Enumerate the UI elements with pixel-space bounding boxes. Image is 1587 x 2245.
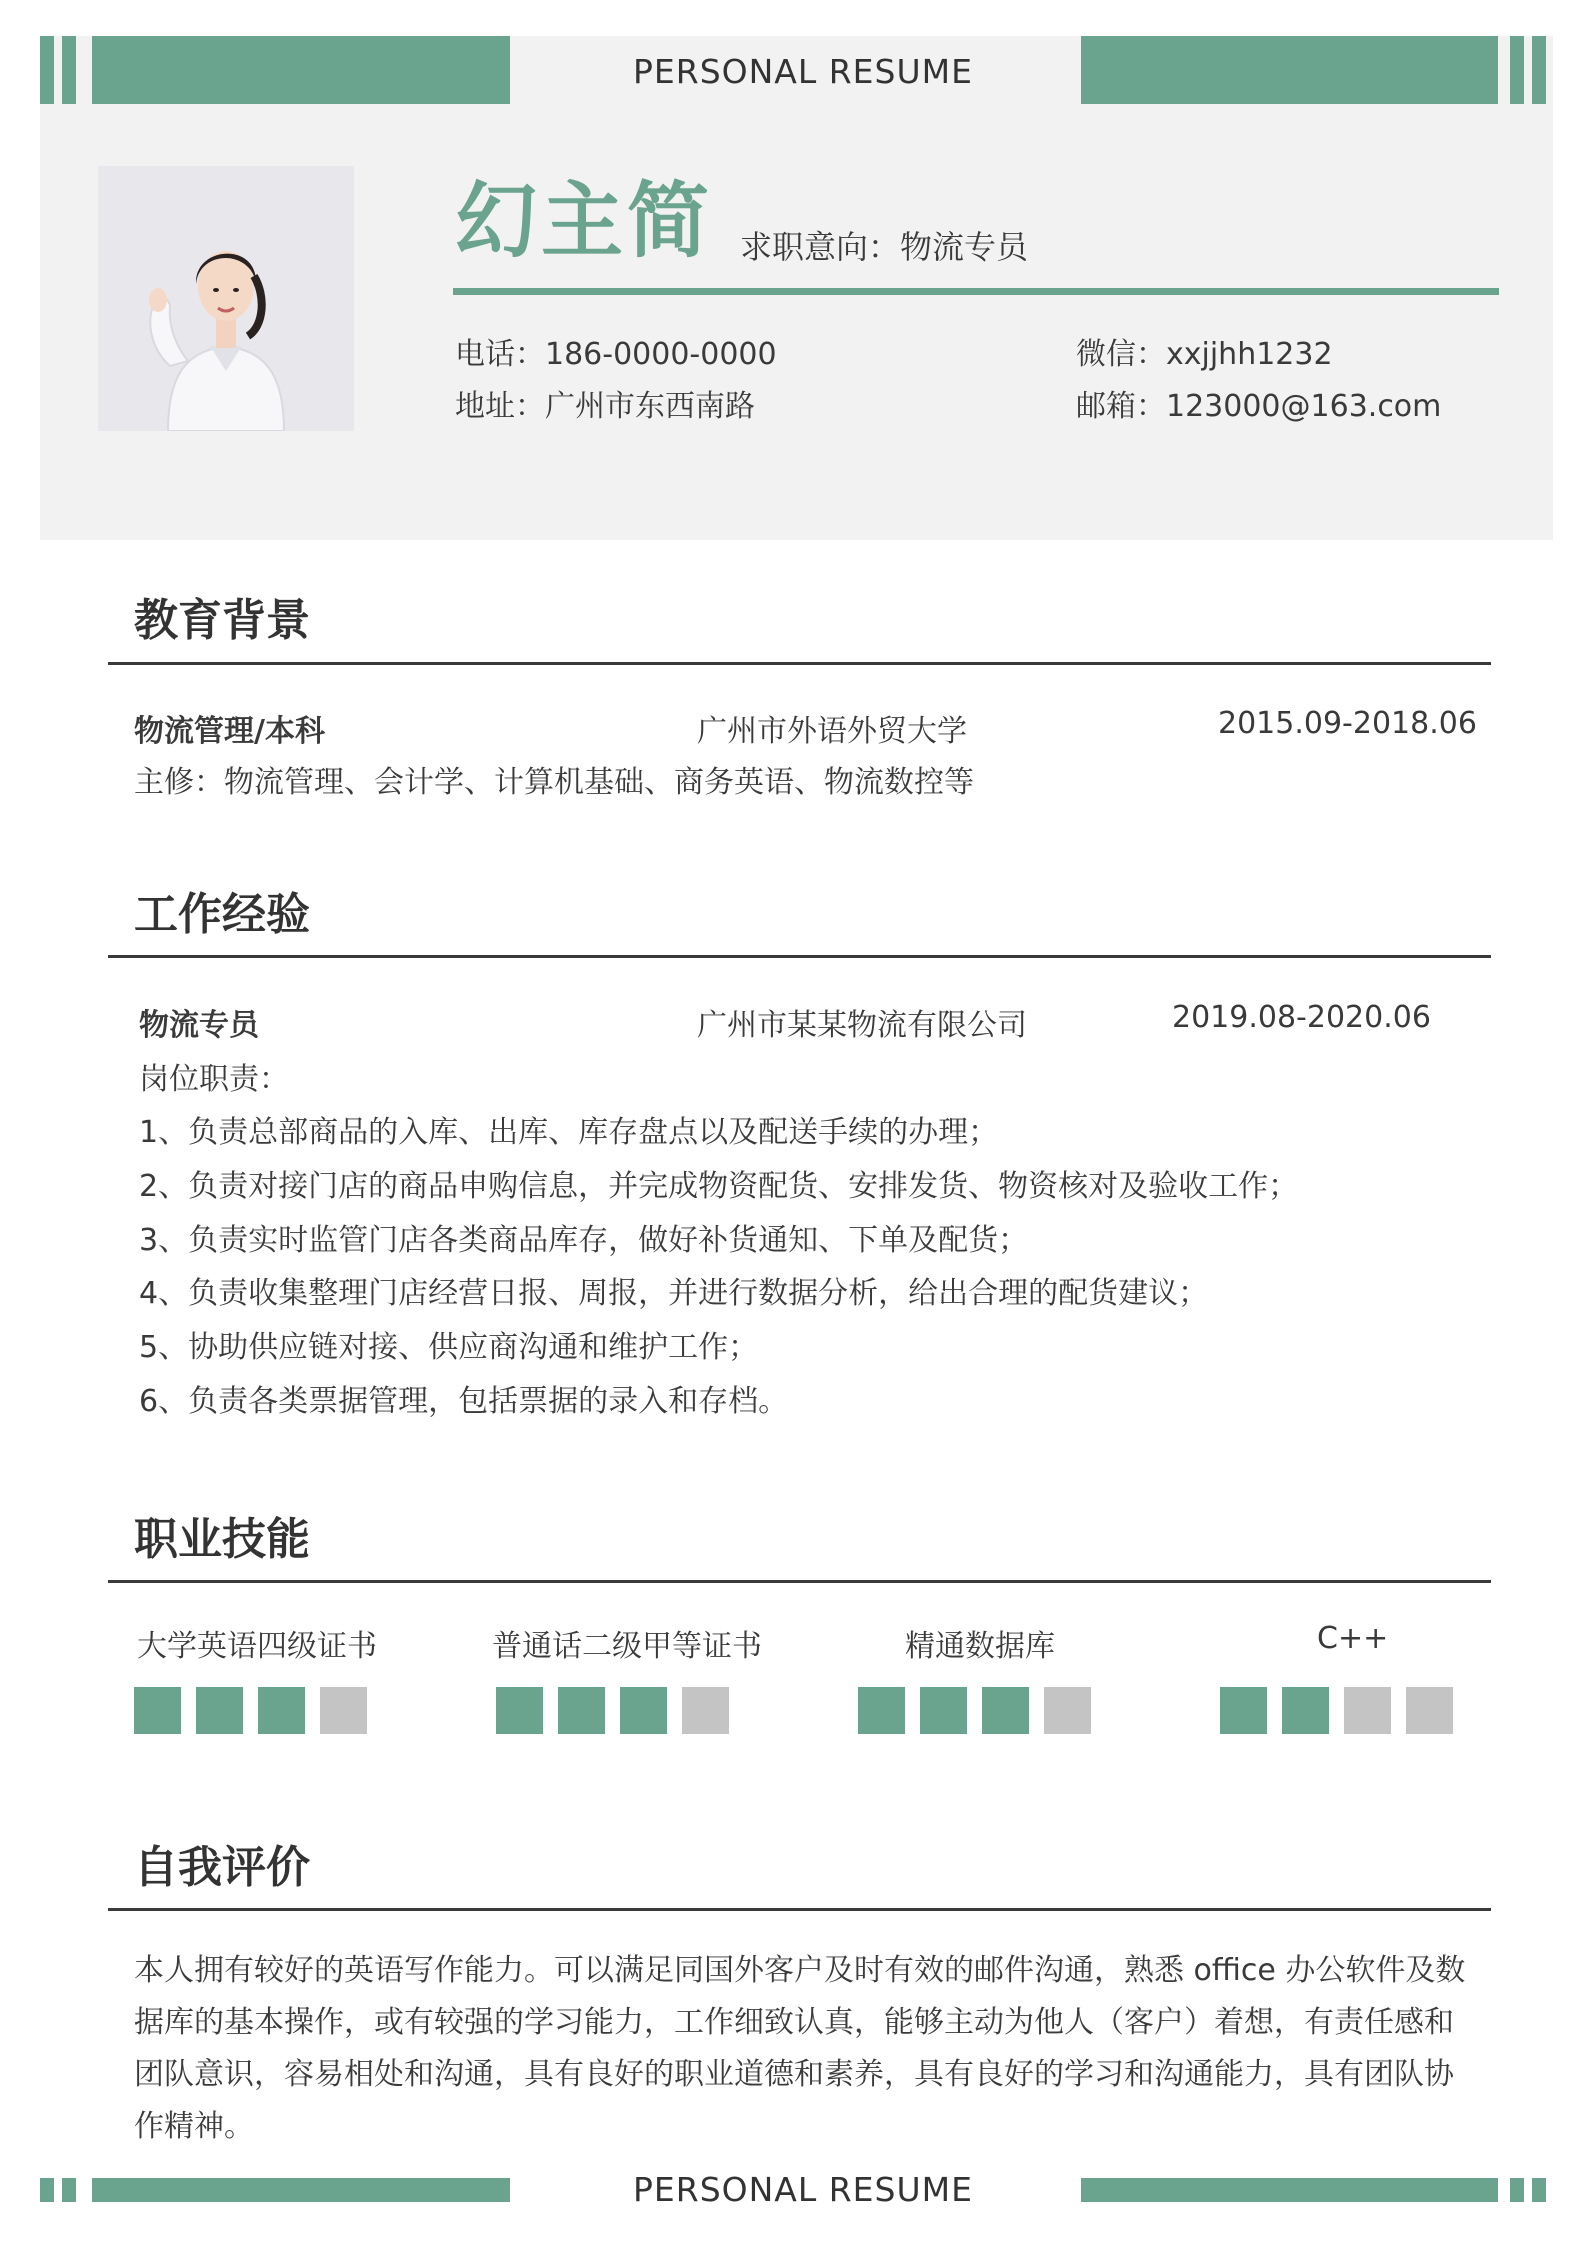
skill-label: 精通数据库 [905,1629,1055,1664]
section-title-work: 工作经验 [134,889,310,940]
band-bar-right [1081,2178,1498,2202]
skill-level-empty [320,1687,367,1734]
duty-item: 2、负责对接门店的商品申购信息，并完成物资配货、安排发货、物资核对及验收工作； [139,1169,1299,1204]
band-stripe [40,36,54,104]
section-title-self-eval: 自我评价 [134,1842,310,1893]
section-divider [108,955,1491,958]
band-stripe [62,2178,76,2202]
email: 邮箱：123000@163.com [1076,389,1442,424]
section-divider [108,1580,1491,1583]
bottom-band [0,2170,1587,2220]
wechat: 微信：xxjjhh1232 [1076,337,1333,372]
band-stripe [62,36,76,104]
skill-level-filled [1282,1687,1329,1734]
band-stripe [40,2178,54,2202]
skill-label: C++ [1317,1621,1389,1656]
skill-level-filled [982,1687,1029,1734]
skill-level-empty [1044,1687,1091,1734]
skill-level-filled [858,1687,905,1734]
skill-level-filled [1220,1687,1267,1734]
self-evaluation-text: 本人拥有较好的英语写作能力。可以满足同国外客户及时有效的邮件沟通，熟悉 office 办公软件及数据库的基本操作，或有较强的学习能力，工作细致认真，能够主动为他人（客户）着想，有责任感和团队意识，容易相处和沟通，具有良好的职业道德和素养，具有良好的学习和沟通能力，具有团队协作精神。 [134,1953,1466,2144]
skill-level-empty [1406,1687,1453,1734]
duty-item: 3、负责实时监管门店各类商品库存，做好补货通知、下单及配货； [139,1223,1029,1258]
skill-level-filled [558,1687,605,1734]
top-band [0,0,1587,110]
skill-label: 大学英语四级证书 [137,1629,377,1664]
section-divider [108,662,1491,665]
address: 地址：广州市东西南路 [455,389,755,424]
band-stripe [1532,36,1546,104]
section-title-education: 教育背景 [134,595,310,646]
skill-level-empty [1344,1687,1391,1734]
band-stripe [1510,36,1524,104]
band-stripe [1532,2178,1546,2202]
education-degree: 物流管理/本科 [134,714,325,749]
duty-item: 5、协助供应链对接、供应商沟通和维护工作； [139,1330,759,1365]
job-intent: 求职意向：物流专员 [740,228,1029,266]
skill-label: 普通话二级甲等证书 [492,1629,762,1664]
person-portrait-icon [98,166,354,431]
section-divider [108,1908,1491,1911]
work-role: 物流专员 [139,1008,259,1043]
skill-level-filled [920,1687,967,1734]
band-bar-right [1081,36,1498,104]
band-stripe [1510,2178,1524,2202]
band-bar-left [92,36,510,104]
band-bar-left [92,2178,510,2202]
skill-level-filled [196,1687,243,1734]
skill-level-filled [620,1687,667,1734]
band-title: PERSONAL RESUME [633,52,973,91]
education-period: 2015.09-2018.06 [1218,706,1477,741]
section-title-skills: 职业技能 [134,1514,310,1565]
education-school: 广州市外语外贸大学 [697,714,967,749]
candidate-name: 幻主简 [455,174,714,269]
work-company: 广州市某某物流有限公司 [697,1008,1027,1043]
duty-item: 1、负责总部商品的入库、出库、库存盘点以及配送手续的办理； [139,1115,999,1150]
phone: 电话：186-0000-0000 [455,337,777,372]
skill-level-filled [496,1687,543,1734]
name-divider [453,288,1499,295]
skill-level-filled [134,1687,181,1734]
education-courses: 主修：物流管理、会计学、计算机基础、商务英语、物流数控等 [134,765,974,800]
skill-level-filled [258,1687,305,1734]
duty-item: 4、负责收集整理门店经营日报、周报，并进行数据分析，给出合理的配货建议； [139,1276,1209,1311]
duties-heading: 岗位职责： [139,1062,289,1097]
skill-level-empty [682,1687,729,1734]
profile-photo [98,166,354,431]
band-title: PERSONAL RESUME [633,2170,973,2209]
duty-item: 6、负责各类票据管理，包括票据的录入和存档。 [139,1384,789,1419]
work-period: 2019.08-2020.06 [1172,1000,1431,1035]
